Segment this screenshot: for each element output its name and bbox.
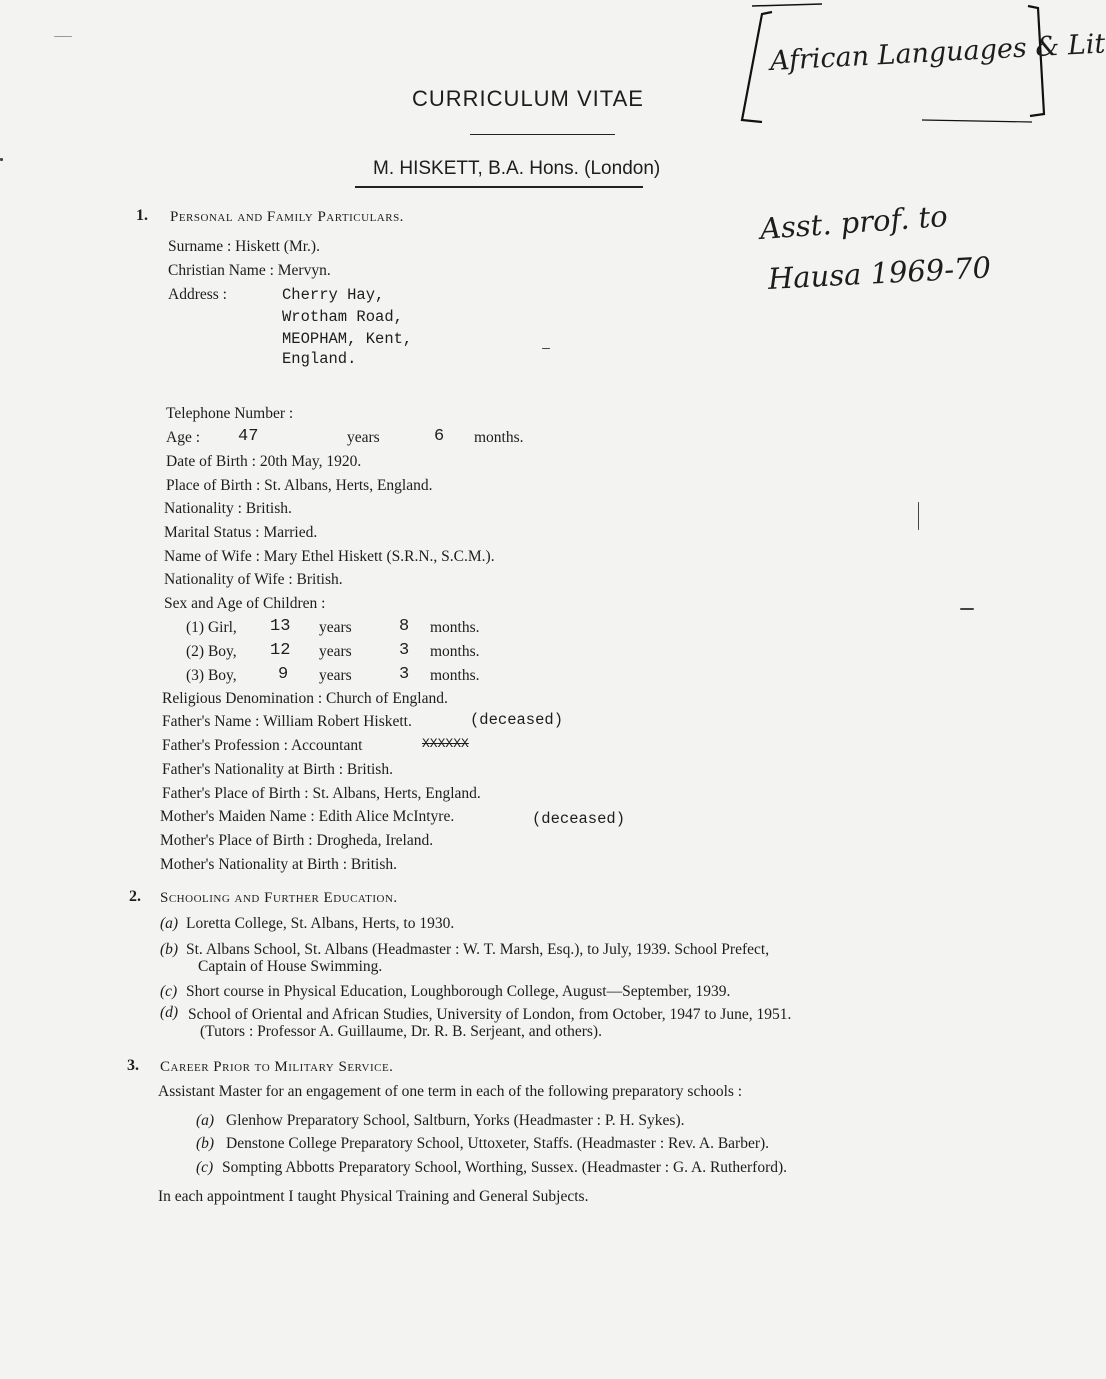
side-note-line1: Asst. prof. to [758,198,949,246]
scan-speck [960,608,974,610]
child-2-years-word: years [319,643,352,660]
section-3-number: 3. [127,1057,139,1074]
telephone-line: Telephone Number : [166,405,294,422]
s2-item-b-text: St. Albans School, St. Albans (Headmaster : W. T. Marsh, Esq.), to July, 1939. School Prefect, [186,941,770,958]
age-years-word: years [347,429,380,446]
age-months-value: 6 [434,427,445,446]
section-1-number: 1. [136,207,148,224]
s2-item-a-letter: (a) [160,915,179,932]
section-3-heading: Career Prior to Military Service. [160,1059,394,1075]
child-1-months: 8 [399,617,410,636]
child-3-years-word: years [319,667,352,684]
child-3-months-word: months. [430,667,480,684]
child-1-months-word: months. [430,619,480,636]
s3-item-a-letter: (a) [196,1112,215,1129]
father-deceased-note: (deceased) [470,711,564,729]
s2-item-a-text: Loretta College, St. Albans, Herts, to 1930. [186,915,455,932]
birthplace-line: Place of Birth : St. Albans, Herts, England. [166,477,433,494]
father-profession-line: Father's Profession : Accountant [162,737,363,754]
address-label: Address : [168,286,227,303]
scan-speck [918,502,919,530]
dob-line: Date of Birth : 20th May, 1920. [166,453,362,470]
s2-item-b-letter: (b) [160,941,179,958]
s3-item-c-text: Sompting Abbotts Preparatory School, Worthing, Sussex. (Headmaster : G. A. Rutherford). [222,1159,788,1176]
s2-item-d-letter: (d) [160,1004,179,1021]
child-2-years: 12 [270,641,291,660]
child-1-label: (1) Girl, [186,619,237,636]
struck-text: XXXXXX [422,736,469,751]
mother-nationality-line: Mother's Nationality at Birth : British. [160,856,397,873]
s2-item-d-text: School of Oriental and African Studies, University of London, from October, 1947 to June, 1951. [188,1006,792,1023]
address-line-1: Cherry Hay, [282,286,385,304]
s3-closing: In each appointment I taught Physical Training and General Subjects. [158,1188,589,1205]
s3-item-b-text: Denstone College Preparatory School, Uttoxeter, Staffs. (Headmaster : Rev. A. Barber). [226,1135,770,1152]
scan-speck [54,36,72,37]
document-title: CURRICULUM VITAE [412,86,644,111]
section-2-number: 2. [129,888,141,905]
bracket-note-text: African Languages & Lit [769,28,1106,77]
child-2-months: 3 [399,641,410,660]
s2-item-c-letter: (c) [160,983,178,1000]
child-3-months: 3 [399,665,410,684]
age-years-value: 47 [238,427,259,446]
child-2-months-word: months. [430,643,480,660]
child-1-years: 13 [270,617,291,636]
name-line: M. HISKETT, B.A. Hons. (London) [373,158,661,179]
mother-deceased-note: (deceased) [532,810,626,828]
s3-item-c-letter: (c) [196,1159,214,1176]
address-line-3: MEOPHAM, Kent, [282,330,413,348]
nationality-line: Nationality : British. [164,500,292,517]
s2-item-c-text: Short course in Physical Education, Loughborough College, August—September, 1939. [186,983,731,1000]
age-months-word: months. [474,429,524,446]
s3-intro: Assistant Master for an engagement of one term in each of the following preparatory schools : [158,1083,743,1100]
child-3-years: 9 [278,665,289,684]
wife-name-line: Name of Wife : Mary Ethel Hiskett (S.R.N., S.C.M.). [164,548,495,565]
mother-maiden-line: Mother's Maiden Name : Edith Alice McIntyre. [160,808,455,825]
scan-speck [542,348,550,349]
address-line-4: England. [282,350,357,368]
age-label: Age : [166,429,201,446]
address-line-2: Wrotham Road, [282,308,403,326]
children-label: Sex and Age of Children : [164,595,326,612]
side-note-line2: Hausa 1969-70 [767,250,992,296]
s3-item-b-letter: (b) [196,1135,215,1152]
marital-status-line: Marital Status : Married. [164,524,318,541]
name-underline [355,186,643,188]
father-birthplace-line: Father's Place of Birth : St. Albans, Herts, England. [162,785,481,802]
mother-birthplace-line: Mother's Place of Birth : Drogheda, Ireland. [160,832,434,849]
christian-name-line: Christian Name : Mervyn. [168,262,331,279]
section-1-heading: Personal and Family Particulars. [170,209,404,225]
scan-speck [0,158,3,161]
father-nationality-line: Father's Nationality at Birth : British. [162,761,393,778]
s3-item-a-text: Glenhow Preparatory School, Saltburn, Yorks (Headmaster : P. H. Sykes). [226,1112,685,1129]
s2-item-b-cont: Captain of House Swimming. [198,958,383,975]
religion-line: Religious Denomination : Church of England. [162,690,448,707]
section-2-heading: Schooling and Further Education. [160,890,398,906]
child-1-years-word: years [319,619,352,636]
father-name-line: Father's Name : William Robert Hiskett. [162,713,412,730]
surname-line: Surname : Hiskett (Mr.). [168,238,320,255]
wife-nationality-line: Nationality of Wife : British. [164,571,343,588]
child-2-label: (2) Boy, [186,643,237,660]
child-3-label: (3) Boy, [186,667,237,684]
s2-item-d-cont: (Tutors : Professor A. Guillaume, Dr. R. B. Serjeant, and others). [200,1023,602,1040]
title-underline [470,134,615,135]
